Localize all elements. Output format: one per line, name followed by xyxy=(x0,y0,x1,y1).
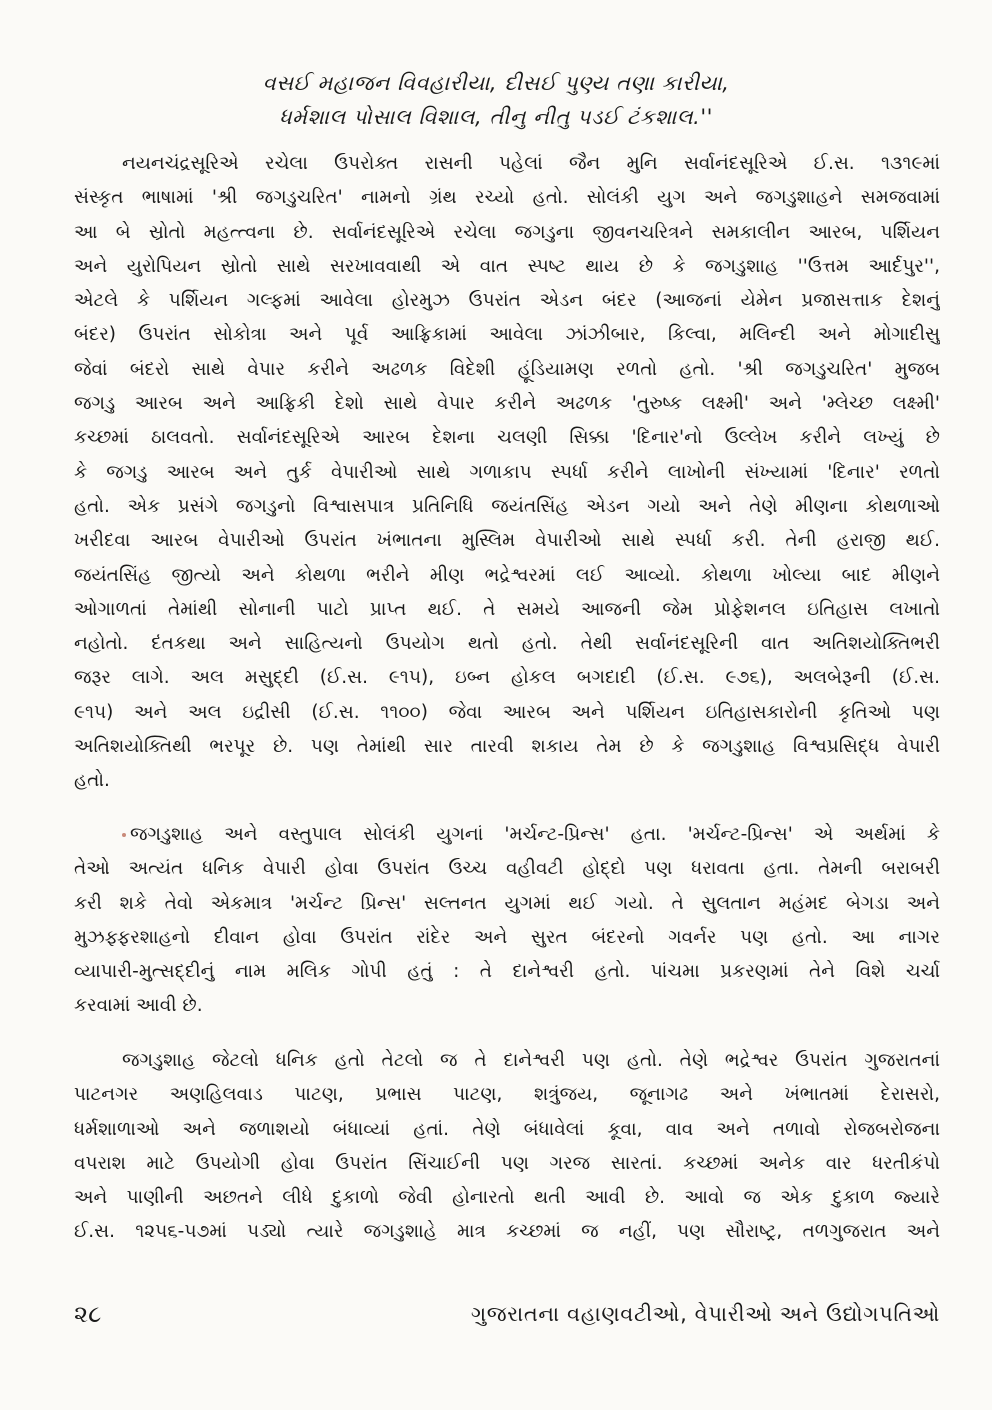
text-line: સંસ્કૃત ભાષામાં 'શ્રી જગડુચરિત' નામનો ગ્રંથ રચ્યો હતો. સોલંકી યુગ અને જગડુશાહને સમજવામાં xyxy=(74,187,940,209)
text-line: નયનચંદ્રસૂરિએ રચેલા ઉપરોક્ત રાસની પહેલાં જૈન મુનિ સર્વાનંદસૂરિએ ઈ.સ. ૧૩૧૯માં xyxy=(122,153,940,174)
text-line: અને યુરોપિયન સ્રોતો સાથે સરખાવવાથી એ વાત સ્પષ્ટ થાય છે કે જગડુશાહ ''ઉત્તમ આર્દપુર'', xyxy=(74,255,940,277)
text-line: નહોતો. દંતકથા અને સાહિત્યનો ઉપયોગ થતો હતો. તેથી સર્વાનંદસૂરિની વાત અતિશયોક્તિભરી xyxy=(74,633,940,655)
paragraph-3 xyxy=(74,1044,940,1250)
page-number: ૨૮ xyxy=(74,1300,102,1328)
paragraph-2 xyxy=(74,818,940,1024)
text-line: હતો. એક પ્રસંગે જગડુનો વિશ્વાસપાત્ર પ્રતિનિધિ જયંતસિંહ એડન ગયો અને તેણે મીણના કોથળાઓ xyxy=(74,495,940,517)
text-line: જગડુશાહ જેટલો ધનિક હતો તેટલો જ તે દાનેશ્વરી પણ હતો. તેણે ભદ્રેશ્વર ઉપરાંત ગુજરાતનાં xyxy=(122,1050,940,1071)
text-line: ઈ.સ. ૧૨૫૬-૫૭માં પડ્યો ત્યારે જગડુશાહે માત્ર કચ્છમાં જ નહીં, પણ સૌરાષ્ટ્ર, તળગુજરાત અને xyxy=(74,1221,940,1243)
text-line: કચ્છમાં ઠાલવતો. સર્વાનંદસૂરિએ આરબ દેશના ચલણી સિક્કા 'દિનાર'નો ઉલ્લેખ કરીને લખ્યું છે xyxy=(74,427,940,449)
text-line: ઓગાળતાં તેમાંથી સોનાની પાટો પ્રાપ્ત થઈ. તે સમયે આજની જેમ પ્રોફેશનલ ઇતિહાસ લખાતો xyxy=(74,598,940,620)
text-line: જયંતસિંહ જીત્યો અને કોથળા ભરીને મીણ ભદ્રેશ્વરમાં લઈ આવ્યો. કોથળા ખોલ્યા બાદ મીણને xyxy=(74,564,940,586)
text-line: અને પાણીની અછતને લીધે દુકાળો જેવી હોનારતો થતી આવી છે. આવો જ એક દુકાળ જ્યારે xyxy=(74,1187,940,1209)
running-title: ગુજરાતના વહાણવટીઓ, વેપારીઓ અને ઉદ્યોગપતિઓ xyxy=(470,1302,940,1326)
page-footer xyxy=(74,1300,940,1340)
text-line: જગડુ આરબ અને આફ્રિકી દેશો સાથે વેપાર કરીને અઢળક 'તુરુષ્ક લક્ષ્મી' અને 'મ્લેચ્છ લક્ષ્મી' xyxy=(74,393,940,415)
text-line: હતો. xyxy=(74,770,110,792)
text-line: ધર્મશાળાઓ અને જળાશયો બંધાવ્યાં હતાં. તેણે બંધાવેલાં કૂવા, વાવ અને તળાવો રોજબરોજના xyxy=(74,1118,940,1140)
verse-line: ધર્મશાલ પોસાલ વિશાલ, તીનુ નીતુ પડઈ ટંકશાલ.'' xyxy=(279,105,713,129)
text-line: જેવાં બંદરો સાથે વેપાર કરીને અઢળક વિદેશી હૂંડિયામણ રળતો હતો. 'શ્રી જગડુચરિત' મુજબ xyxy=(74,358,940,380)
text-line: એટલે કે પર્શિયન ગલ્ફમાં આવેલા હોરમુઝ ઉપરાંત એડન બંદર (આજનાં યેમેન પ્રજાસત્તાક દેશનું xyxy=(74,290,940,312)
verse-line: વસઈ મહાજન વિવહારીયા, દીસઈ પુણ્ય તણા કારીયા, xyxy=(262,71,730,95)
text-line: બંદર) ઉપરાંત સોકોત્રા અને પૂર્વ આફ્રિકામાં આવેલા ઝાંઝીબાર, કિલ્વા, મલિન્દી અને મોગાદીસુ xyxy=(74,324,940,346)
text-line: આ બે સ્રોતો મહત્ત્વના છે. સર્વાનંદસૂરિએ રચેલા જગડુના જીવનચરિત્રને સમકાલીન આરબ, પર્શિયન xyxy=(74,221,940,243)
text-line: કરવામાં આવી છે. xyxy=(74,995,203,1017)
text-line: જરૂર લાગે. અલ મસુદ્દી (ઈ.સ. ૯૧૫), ઇબ્ન હોકલ બગદાદી (ઈ.સ. ૯૭૬), અલબેરૂની (ઈ.સ. xyxy=(74,667,940,689)
text-line: કે જગડુ આરબ અને તુર્ક વેપારીઓ સાથે ગળાકાપ સ્પર્ધા કરીને લાખોની સંખ્યામાં 'દિનાર' રળતો xyxy=(74,461,940,483)
text-line xyxy=(74,818,940,852)
text-line: ૯૧૫) અને અલ ઇદ્રીસી (ઈ.સ. ૧૧૦૦) જેવા આરબ અને પર્શિયન ઇતિહાસકારોની કૃતિઓ પણ xyxy=(74,701,940,723)
text-line: વપરાશ માટે ઉપયોગી હોવા ઉપરાંત સિંચાઈની પણ ગરજ સારતાં. કચ્છમાં અનેક વાર ધરતીકંપો xyxy=(74,1152,940,1174)
paragraph-1 xyxy=(74,147,940,799)
text-line: કરી શકે તેવો એકમાત્ર 'મર્ચન્ટ પ્રિન્સ' સલ્તનત યુગમાં થઈ ગયો. તે સુલતાન મહંમદ બેગડા અને xyxy=(74,892,940,914)
bullet-mark xyxy=(122,833,126,837)
text-line: પાટનગર અણહિલવાડ પાટણ, પ્રભાસ પાટણ, શત્રુંજય, જૂનાગઢ અને ખંભાતમાં દેરાસરો, xyxy=(74,1084,940,1106)
text-line: અતિશયોક્તિથી ભરપૂર છે. પણ તેમાંથી સાર તારવી શકાય તેમ છે કે જગડુશાહ વિશ્વપ્રસિદ્ધ વેપારી xyxy=(74,736,940,758)
text-line: મુઝફ્ફરશાહનો દીવાન હોવા ઉપરાંત રાંદેર અને સુરત બંદરનો ગવર્નર પણ હતો. આ નાગર xyxy=(74,926,940,948)
verse-quote xyxy=(0,66,992,134)
text-line: તેઓ અત્યંત ધનિક વેપારી હોવા ઉપરાંત ઉચ્ચ વહીવટી હોદ્દો પણ ધરાવતા હતા. તેમની બરાબરી xyxy=(74,858,940,880)
text-line-content: જગડુશાહ અને વસ્તુપાલ સોલંકી યુગનાં 'મર્ચન્ટ-પ્રિન્સ' હતા. 'મર્ચન્ટ-પ્રિન્સ' એ અર્થમાં કે xyxy=(130,824,940,845)
text-line: વ્યાપારી-મુત્સદ્દીનું નામ મલિક ગોપી હતું : તે દાનેશ્વરી હતો. પાંચમા પ્રકરણમાં તેને વિશે ચર્ચા xyxy=(74,961,940,983)
text-line: ખરીદવા આરબ વેપારીઓ ઉપરાંત ખંભાતના મુસ્લિમ વેપારીઓ સાથે સ્પર્ધા કરી. તેની હરાજી થઈ. xyxy=(74,530,940,552)
